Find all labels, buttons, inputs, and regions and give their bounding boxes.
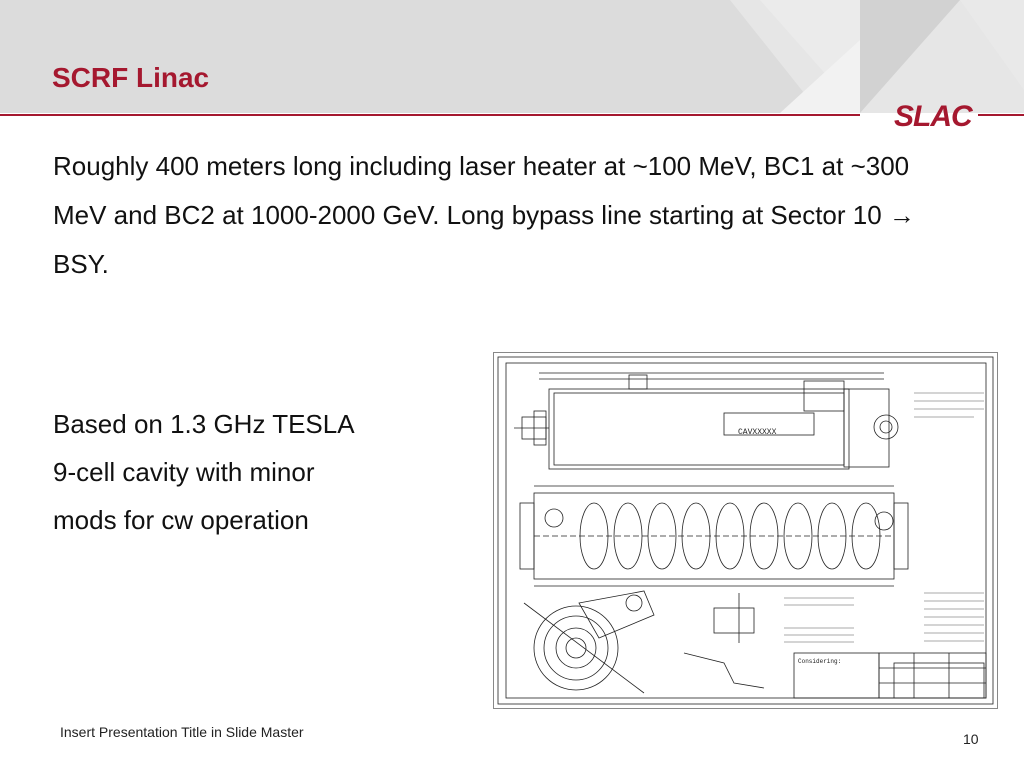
cavity-label: CAVXXXXX: [738, 428, 777, 437]
title-rule-right: [978, 114, 1024, 116]
footer-text: Insert Presentation Title in Slide Master: [60, 724, 304, 740]
cavity-engineering-drawing: [493, 352, 998, 709]
title-rule: [0, 114, 860, 116]
header-band: [0, 0, 1024, 113]
cavity-drawing-svg: [494, 353, 997, 708]
body-paragraph-2-line: mods for cw operation: [53, 505, 309, 535]
body-paragraph-2-line: Based on 1.3 GHz TESLA: [53, 409, 355, 439]
page-number: 10: [963, 731, 979, 747]
body-paragraph-2: [53, 400, 473, 544]
slac-logo: SLAC: [894, 100, 972, 133]
notes-title: Considering:: [798, 658, 842, 665]
body-paragraph-1: Roughly 400 meters long including laser heater at ~100 MeV, BC1 at ~300 MeV and BC2 at 1000-2000 GeV. Long bypass line starting at Sector 10 → BSY.: [53, 151, 915, 279]
body-paragraph-2-line: 9-cell cavity with minor: [53, 457, 315, 487]
slide-title: SCRF Linac: [52, 62, 210, 93]
header-decoration: [0, 0, 1024, 113]
